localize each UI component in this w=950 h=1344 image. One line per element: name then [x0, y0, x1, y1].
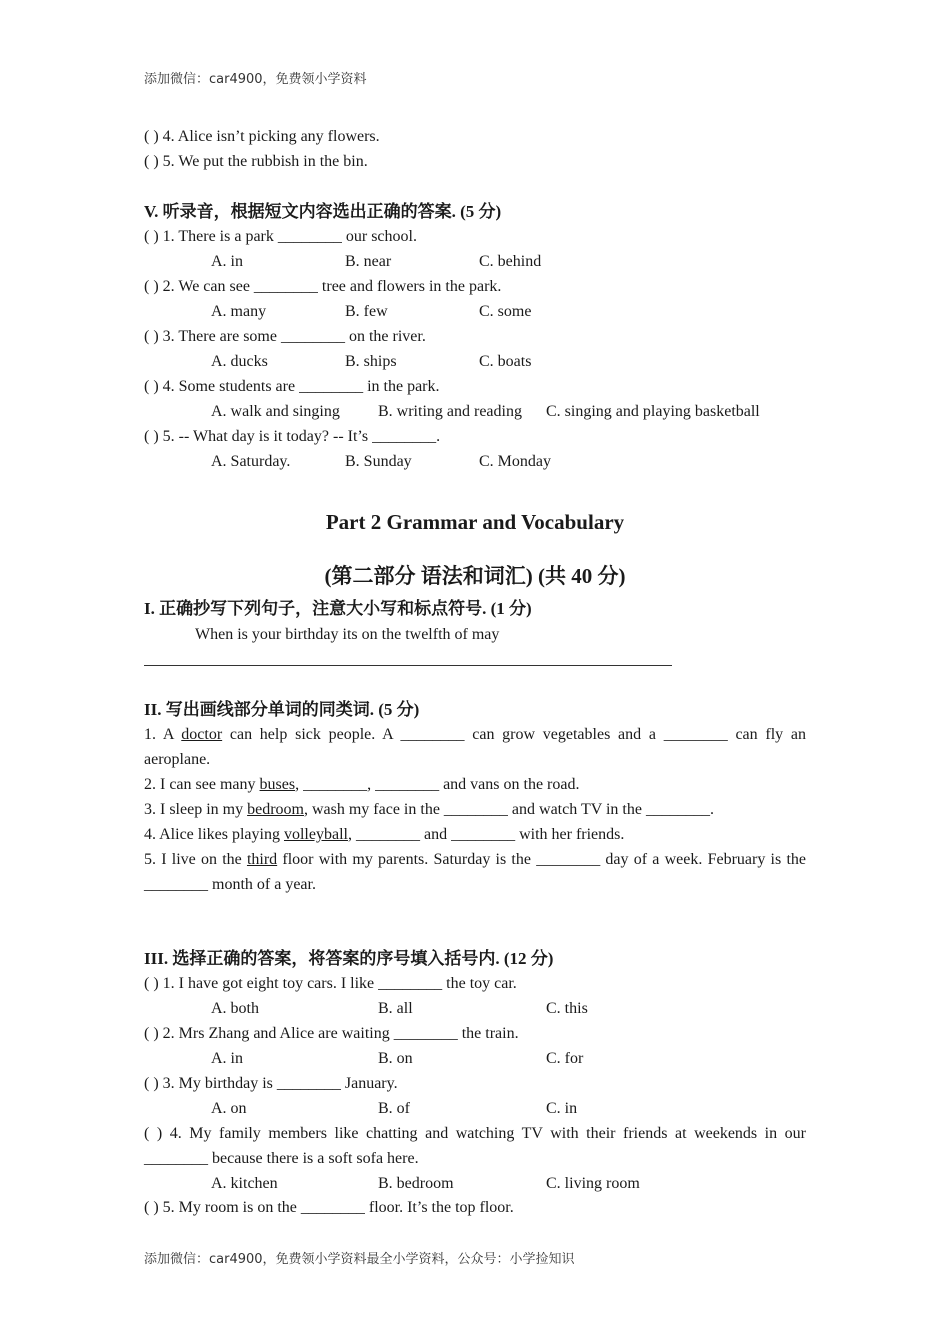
ii-question-3 — [144, 797, 806, 822]
iii-q2-option-c: C. for — [546, 1050, 584, 1067]
iii-q1-stem: ( ) 1. I have got eight toy cars. I like ________ the toy car. — [144, 975, 517, 992]
section-i-sentence: When is your birthday its on the twelfth of may — [195, 626, 500, 643]
iii-q1-option-b: B. all — [378, 1000, 413, 1017]
v-q1-option-a: A. in — [211, 253, 243, 270]
section-i-title: I. 正确抄写下列句子，注意大小写和标点符号. (1 分) — [144, 599, 532, 618]
ii-question-4 — [144, 822, 806, 847]
iii-q5-stem: ( ) 5. My room is on the ________ floor. It’s the top floor. — [144, 1199, 514, 1216]
prev-question-5: ( ) 5. We put the rubbish in the bin. — [144, 153, 368, 170]
page-footer: 添加微信：car4900，免费领小学资料最全小学资料，公众号：小学捡知识 — [144, 1252, 575, 1267]
v-q5-option-b: B. Sunday — [345, 453, 412, 470]
v-q4-option-b: B. writing and reading — [378, 403, 522, 420]
v-q1-option-b: B. near — [345, 253, 392, 270]
v-q3-option-b: B. ships — [345, 353, 397, 370]
iii-q1-option-c: C. this — [546, 1000, 588, 1017]
iii-q4-option-c: C. living room — [546, 1175, 640, 1192]
ii-q4-text-a: 4. Alice likes playing — [144, 826, 284, 843]
v-q4-stem: ( ) 4. Some students are ________ in the park. — [144, 378, 440, 395]
v-q2-stem: ( ) 2. We can see ________ tree and flowers in the park. — [144, 278, 502, 295]
part2-subtitle: (第二部分 语法和词汇) (共 40 分) — [324, 564, 626, 588]
ii-q1-underlined-word: doctor — [181, 726, 223, 743]
iii-q2-stem: ( ) 2. Mrs Zhang and Alice are waiting ________ the train. — [144, 1025, 519, 1042]
page-header: 添加微信：car4900，免费领小学资料 — [144, 72, 367, 87]
v-q1-option-c: C. behind — [479, 253, 542, 270]
ii-q3-text-a: 3. I sleep in my — [144, 801, 248, 818]
v-q5-stem: ( ) 5. -- What day is it today? -- It’s ________. — [144, 428, 441, 445]
v-q5-option-a: A. Saturday. — [211, 453, 291, 470]
ii-question-5 — [144, 847, 806, 897]
v-q3-option-a: A. ducks — [211, 353, 268, 370]
v-q2-option-c: C. some — [479, 303, 532, 320]
iii-q3-option-a: A. on — [211, 1100, 247, 1117]
ii-q2-text-b: , ________, ________ and vans on the road. — [295, 776, 580, 793]
ii-q1-text-a: 1. A — [144, 726, 182, 743]
v-q2-option-b: B. few — [345, 303, 388, 320]
iii-q4-option-a: A. kitchen — [211, 1175, 278, 1192]
iii-q4-stem-text: ( ) 4. My family members like chatting and watching TV with their friends at weekends in our ________ because there is a soft sofa here. — [144, 1125, 806, 1167]
ii-q3-text-b: , wash my face in the ________ and watch TV in the ________. — [303, 801, 714, 818]
part2-title: Part 2 Grammar and Vocabulary — [325, 510, 625, 534]
section-v-title: V. 听录音，根据短文内容选出正确的答案. (5 分) — [144, 202, 502, 221]
section-ii-title: II. 写出画线部分单词的同类词. (5 分) — [144, 700, 420, 719]
iii-q3-stem: ( ) 3. My birthday is ________ January. — [144, 1075, 398, 1092]
iii-q2-option-b: B. on — [378, 1050, 413, 1067]
iii-q4-option-b: B. bedroom — [378, 1175, 454, 1192]
answer-line — [144, 665, 672, 666]
ii-question-1 — [144, 722, 806, 772]
iii-q3-option-c: C. in — [546, 1100, 578, 1117]
ii-q2-text-a: 2. I can see many — [144, 776, 260, 793]
ii-q5-underlined-word: third — [246, 851, 278, 868]
ii-q4-underlined-word: volleyball — [283, 826, 348, 843]
ii-question-2 — [144, 772, 806, 797]
v-q2-option-a: A. many — [211, 303, 267, 320]
v-q3-option-c: C. boats — [479, 353, 532, 370]
v-q4-option-c: C. singing and playing basketball — [546, 403, 760, 420]
iii-q4-stem — [144, 1121, 806, 1171]
iii-q1-option-a: A. both — [211, 1000, 259, 1017]
prev-question-4: ( ) 4. Alice isn’t picking any flowers. — [144, 128, 380, 145]
ii-q5-text-a: 5. I live on the — [144, 851, 247, 868]
ii-q4-text-b: , ________ and ________ with her friends. — [347, 826, 625, 843]
iii-q2-option-a: A. in — [211, 1050, 243, 1067]
v-q1-stem: ( ) 1. There is a park ________ our school. — [144, 228, 417, 245]
v-q5-option-c: C. Monday — [479, 453, 551, 470]
section-iii-title: III. 选择正确的答案，将答案的序号填入括号内. (12 分) — [144, 949, 554, 968]
iii-q3-option-b: B. of — [378, 1100, 410, 1117]
v-q4-option-a: A. walk and singing — [211, 403, 340, 420]
ii-q3-underlined-word: bedroom — [247, 801, 304, 818]
ii-q2-underlined-word: buses — [259, 776, 296, 793]
ii-q1-text-b: can help sick people. A ________ can grow vegetables and a ________ can fly an aeroplane. — [144, 726, 806, 768]
ii-q5-text-b: floor with my parents. Saturday is the ________ day of a week. February is the ________ month of a year. — [144, 851, 806, 893]
v-q3-stem: ( ) 3. There are some ________ on the river. — [144, 328, 426, 345]
